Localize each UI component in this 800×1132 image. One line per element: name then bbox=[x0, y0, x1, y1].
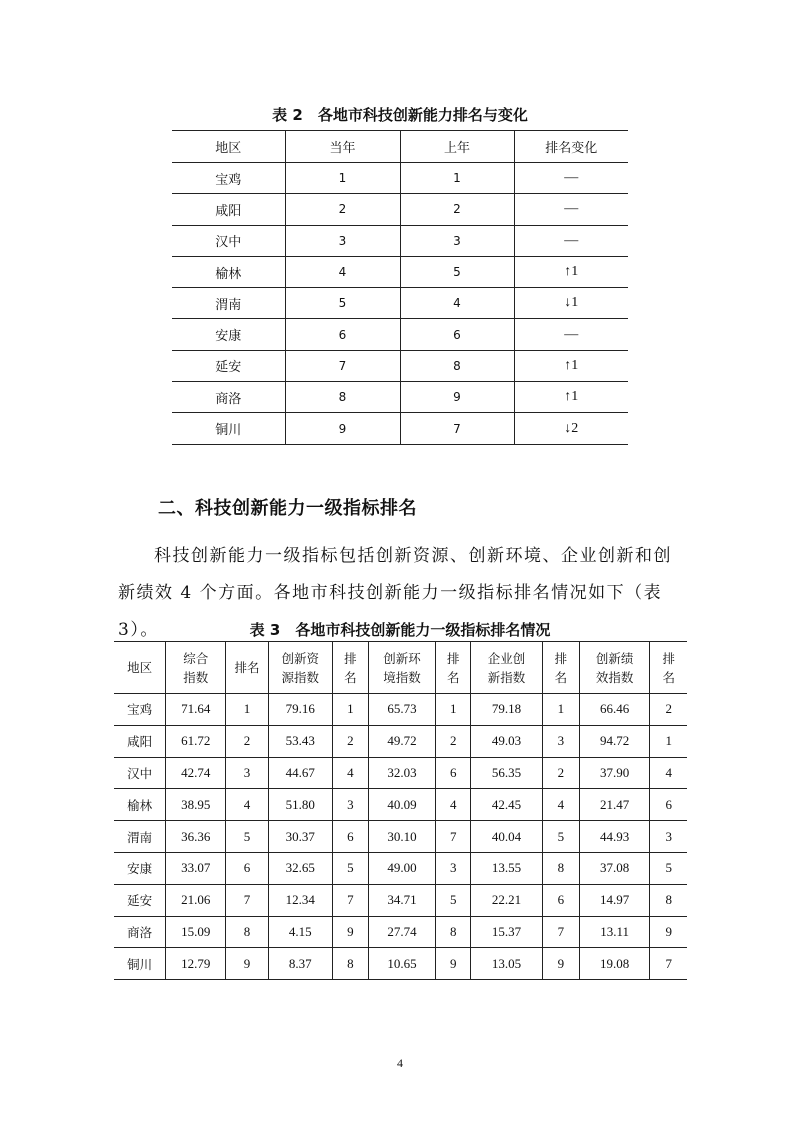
rank-cell: 1 bbox=[400, 163, 514, 194]
region-cell: 渭南 bbox=[114, 821, 166, 853]
rank-cell: 4 bbox=[542, 789, 579, 821]
region-cell: 铜川 bbox=[172, 413, 285, 444]
table-row bbox=[172, 163, 628, 194]
table-row bbox=[114, 821, 687, 853]
region-cell: 宝鸡 bbox=[114, 694, 166, 726]
region-cell: 安康 bbox=[172, 319, 285, 350]
page-number: 4 bbox=[397, 1056, 403, 1070]
rank-cell: 6 bbox=[332, 821, 368, 853]
table-row bbox=[114, 694, 687, 726]
index-value-cell: 79.18 bbox=[471, 694, 543, 726]
rank-change-cell: — bbox=[514, 225, 628, 256]
index-value-cell: 30.37 bbox=[268, 821, 332, 853]
rank-cell: 5 bbox=[436, 884, 471, 916]
rank-cell: 2 bbox=[285, 194, 400, 225]
rank-cell: 4 bbox=[226, 789, 268, 821]
index-value-cell: 40.04 bbox=[471, 821, 543, 853]
rank-cell: 2 bbox=[400, 194, 514, 225]
rank-cell: 6 bbox=[400, 319, 514, 350]
rank-cell: 3 bbox=[285, 225, 400, 256]
table-row bbox=[114, 757, 687, 789]
index-value-cell: 44.93 bbox=[579, 821, 650, 853]
rank-cell: 6 bbox=[542, 884, 579, 916]
table3-header-cell: 综合 指数 bbox=[166, 642, 226, 694]
table-row bbox=[172, 194, 628, 225]
rank-cell: 7 bbox=[226, 884, 268, 916]
region-cell: 宝鸡 bbox=[172, 163, 285, 194]
index-value-cell: 32.65 bbox=[268, 852, 332, 884]
rank-cell: 4 bbox=[285, 256, 400, 287]
rank-cell: 4 bbox=[332, 757, 368, 789]
rank-cell: 8 bbox=[400, 350, 514, 381]
table2-header-cell: 上年 bbox=[400, 131, 514, 163]
index-value-cell: 13.05 bbox=[471, 948, 543, 980]
rank-cell: 8 bbox=[650, 884, 687, 916]
index-value-cell: 79.16 bbox=[268, 694, 332, 726]
table3-header-row bbox=[114, 642, 687, 694]
rank-cell: 8 bbox=[332, 948, 368, 980]
rank-change-cell: ↓1 bbox=[514, 288, 628, 319]
rank-cell: 1 bbox=[650, 725, 687, 757]
index-value-cell: 61.72 bbox=[166, 725, 226, 757]
table2-header-cell: 当年 bbox=[285, 131, 400, 163]
rank-cell: 2 bbox=[226, 725, 268, 757]
rank-cell: 4 bbox=[650, 757, 687, 789]
rank-cell: 9 bbox=[542, 948, 579, 980]
table3-header-cell: 地区 bbox=[114, 642, 166, 694]
region-cell: 汉中 bbox=[114, 757, 166, 789]
index-value-cell: 12.79 bbox=[166, 948, 226, 980]
rank-cell: 1 bbox=[332, 694, 368, 726]
rank-cell: 8 bbox=[285, 382, 400, 413]
rank-cell: 3 bbox=[400, 225, 514, 256]
rank-cell: 2 bbox=[542, 757, 579, 789]
rank-cell: 7 bbox=[332, 884, 368, 916]
region-cell: 安康 bbox=[114, 852, 166, 884]
table-row bbox=[172, 319, 628, 350]
rank-cell: 6 bbox=[226, 852, 268, 884]
rank-cell: 9 bbox=[650, 916, 687, 948]
index-value-cell: 51.80 bbox=[268, 789, 332, 821]
rank-cell: 7 bbox=[436, 821, 471, 853]
table2-header-cell: 地区 bbox=[172, 131, 285, 163]
section-heading: 二、科技创新能力一级指标排名 bbox=[158, 498, 417, 519]
rank-cell: 1 bbox=[542, 694, 579, 726]
rank-cell: 4 bbox=[400, 288, 514, 319]
table3-body bbox=[114, 694, 687, 980]
index-value-cell: 13.55 bbox=[471, 852, 543, 884]
region-cell: 榆林 bbox=[172, 256, 285, 287]
table2-header-row bbox=[172, 131, 628, 163]
index-value-cell: 19.08 bbox=[579, 948, 650, 980]
rank-cell: 9 bbox=[285, 413, 400, 444]
table-row bbox=[172, 413, 628, 444]
index-value-cell: 13.11 bbox=[579, 916, 650, 948]
region-cell: 咸阳 bbox=[114, 725, 166, 757]
index-value-cell: 21.47 bbox=[579, 789, 650, 821]
index-value-cell: 4.15 bbox=[268, 916, 332, 948]
region-cell: 榆林 bbox=[114, 789, 166, 821]
rank-cell: 2 bbox=[332, 725, 368, 757]
rank-cell: 9 bbox=[400, 382, 514, 413]
rank-cell: 5 bbox=[332, 852, 368, 884]
rank-cell: 6 bbox=[650, 789, 687, 821]
table2-body bbox=[172, 163, 628, 445]
table2-caption: 表 2 各地市科技创新能力排名与变化 bbox=[272, 106, 528, 124]
region-cell: 延安 bbox=[114, 884, 166, 916]
index-value-cell: 66.46 bbox=[579, 694, 650, 726]
region-cell: 商洛 bbox=[114, 916, 166, 948]
table3-header-cell: 创新绩 效指数 bbox=[579, 642, 650, 694]
rank-cell: 5 bbox=[400, 256, 514, 287]
region-cell: 汉中 bbox=[172, 225, 285, 256]
index-value-cell: 10.65 bbox=[368, 948, 436, 980]
table-row bbox=[172, 350, 628, 381]
rank-cell: 2 bbox=[650, 694, 687, 726]
rank-change-cell: — bbox=[514, 163, 628, 194]
index-value-cell: 36.36 bbox=[166, 821, 226, 853]
rank-change-cell: — bbox=[514, 194, 628, 225]
table-row bbox=[172, 225, 628, 256]
rank-cell: 9 bbox=[332, 916, 368, 948]
rank-cell: 9 bbox=[226, 948, 268, 980]
region-cell: 渭南 bbox=[172, 288, 285, 319]
rank-cell: 2 bbox=[436, 725, 471, 757]
rank-cell: 6 bbox=[285, 319, 400, 350]
index-value-cell: 49.72 bbox=[368, 725, 436, 757]
table3-header-cell: 排 名 bbox=[650, 642, 687, 694]
table3-header-cell: 排名 bbox=[226, 642, 268, 694]
index-value-cell: 14.97 bbox=[579, 884, 650, 916]
rank-cell: 5 bbox=[542, 821, 579, 853]
rank-cell: 5 bbox=[285, 288, 400, 319]
index-value-cell: 15.37 bbox=[471, 916, 543, 948]
rank-cell: 8 bbox=[542, 852, 579, 884]
rank-cell: 1 bbox=[226, 694, 268, 726]
index-value-cell: 30.10 bbox=[368, 821, 436, 853]
rank-cell: 7 bbox=[285, 350, 400, 381]
region-cell: 商洛 bbox=[172, 382, 285, 413]
index-value-cell: 44.67 bbox=[268, 757, 332, 789]
index-value-cell: 94.72 bbox=[579, 725, 650, 757]
index-value-cell: 37.08 bbox=[579, 852, 650, 884]
rank-cell: 6 bbox=[436, 757, 471, 789]
rank-cell: 5 bbox=[650, 852, 687, 884]
table2-header-cell: 排名变化 bbox=[514, 131, 628, 163]
table3-header-cell: 排 名 bbox=[332, 642, 368, 694]
rank-cell: 1 bbox=[436, 694, 471, 726]
rank-cell: 1 bbox=[285, 163, 400, 194]
region-cell: 铜川 bbox=[114, 948, 166, 980]
rank-cell: 9 bbox=[436, 948, 471, 980]
index-value-cell: 27.74 bbox=[368, 916, 436, 948]
table3-header-cell: 企业创 新指数 bbox=[471, 642, 543, 694]
index-value-cell: 37.90 bbox=[579, 757, 650, 789]
rank-cell: 7 bbox=[400, 413, 514, 444]
rank-cell: 3 bbox=[650, 821, 687, 853]
index-value-cell: 49.00 bbox=[368, 852, 436, 884]
rank-cell: 5 bbox=[226, 821, 268, 853]
index-value-cell: 22.21 bbox=[471, 884, 543, 916]
index-value-cell: 38.95 bbox=[166, 789, 226, 821]
index-value-cell: 15.09 bbox=[166, 916, 226, 948]
table-row bbox=[114, 916, 687, 948]
rank-cell: 8 bbox=[226, 916, 268, 948]
table-row bbox=[114, 789, 687, 821]
rank-cell: 3 bbox=[436, 852, 471, 884]
index-value-cell: 33.07 bbox=[166, 852, 226, 884]
table-row bbox=[172, 256, 628, 287]
index-value-cell: 40.09 bbox=[368, 789, 436, 821]
rank-cell: 3 bbox=[332, 789, 368, 821]
table-row bbox=[172, 382, 628, 413]
rank-cell: 7 bbox=[650, 948, 687, 980]
index-value-cell: 42.74 bbox=[166, 757, 226, 789]
rank-change-cell: ↑1 bbox=[514, 350, 628, 381]
table-row bbox=[114, 725, 687, 757]
index-value-cell: 34.71 bbox=[368, 884, 436, 916]
index-value-cell: 8.37 bbox=[268, 948, 332, 980]
table3-header-cell: 排 名 bbox=[542, 642, 579, 694]
index-value-cell: 21.06 bbox=[166, 884, 226, 916]
table-row bbox=[114, 948, 687, 980]
rank-change-cell: ↑1 bbox=[514, 382, 628, 413]
rank-change-cell: ↓2 bbox=[514, 413, 628, 444]
rank-cell: 3 bbox=[542, 725, 579, 757]
rank-cell: 3 bbox=[226, 757, 268, 789]
rank-cell: 4 bbox=[436, 789, 471, 821]
index-value-cell: 42.45 bbox=[471, 789, 543, 821]
rank-cell: 7 bbox=[542, 916, 579, 948]
region-cell: 咸阳 bbox=[172, 194, 285, 225]
table3-header-cell: 排 名 bbox=[436, 642, 471, 694]
region-cell: 延安 bbox=[172, 350, 285, 381]
table-row bbox=[172, 288, 628, 319]
table3 bbox=[114, 641, 687, 980]
rank-cell: 8 bbox=[436, 916, 471, 948]
section-paragraph: 科技创新能力一级指标包括创新资源、创新环境、企业创新和创新绩效 4 个方面。各地市科技创新能力一级指标排名情况如下（表 3）。 bbox=[118, 546, 672, 640]
index-value-cell: 12.34 bbox=[268, 884, 332, 916]
index-value-cell: 49.03 bbox=[471, 725, 543, 757]
index-value-cell: 56.35 bbox=[471, 757, 543, 789]
table-row bbox=[114, 852, 687, 884]
index-value-cell: 71.64 bbox=[166, 694, 226, 726]
table3-header-cell: 创新资 源指数 bbox=[268, 642, 332, 694]
table3-caption: 表 3 各地市科技创新能力一级指标排名情况 bbox=[249, 621, 551, 639]
index-value-cell: 65.73 bbox=[368, 694, 436, 726]
table2 bbox=[172, 130, 628, 445]
rank-change-cell: ↑1 bbox=[514, 256, 628, 287]
table3-header-cell: 创新环 境指数 bbox=[368, 642, 436, 694]
index-value-cell: 53.43 bbox=[268, 725, 332, 757]
table-row bbox=[114, 884, 687, 916]
rank-change-cell: — bbox=[514, 319, 628, 350]
index-value-cell: 32.03 bbox=[368, 757, 436, 789]
